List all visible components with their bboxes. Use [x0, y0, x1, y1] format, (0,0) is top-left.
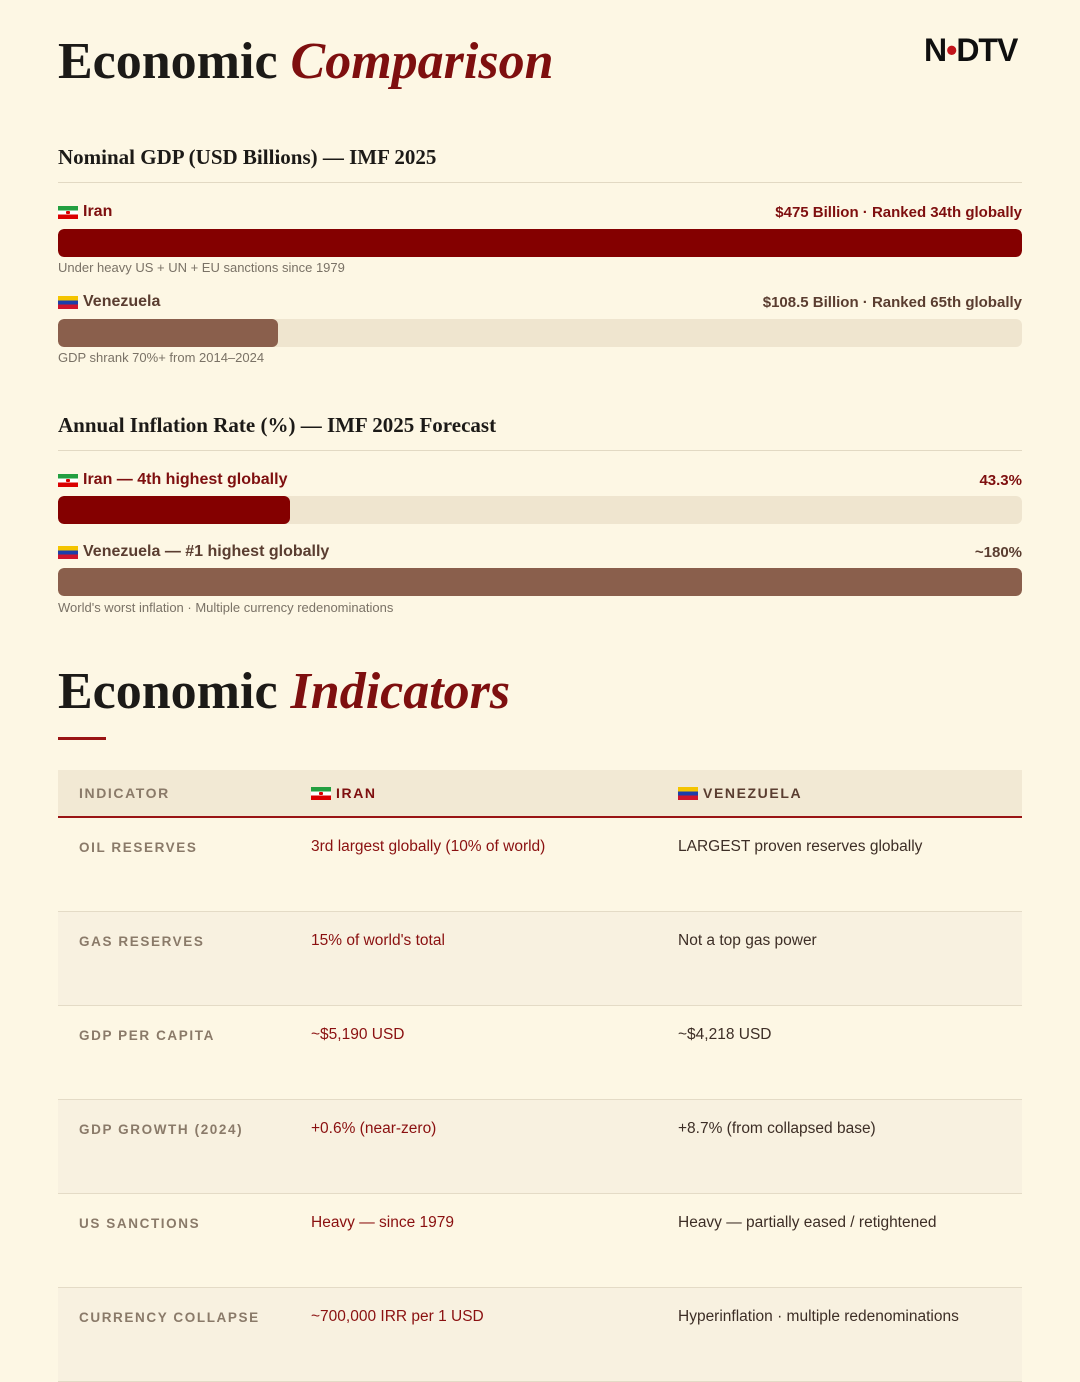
indicators-title	[58, 663, 511, 720]
column-header-venezuela: VENEZUELA	[678, 785, 802, 801]
table-header	[58, 770, 1022, 818]
venezuela-flag-icon	[58, 546, 78, 559]
iran-cell: 3rd largest globally (10% of world)	[311, 838, 546, 855]
iran-cell: ~700,000 IRR per 1 USD	[311, 1308, 484, 1325]
indicator-cell: GAS RESERVES	[79, 934, 205, 949]
venezuela-flag-icon	[678, 787, 698, 800]
indicator-cell: OIL RESERVES	[79, 840, 198, 855]
inflation-iran-label: Iran — 4th highest globally	[58, 471, 287, 489]
inflation-iran-bar	[58, 496, 290, 524]
gdp-iran-value-label: $475 Billion · Ranked 34th globally	[775, 204, 1022, 221]
inflation-venezuela-bar	[58, 568, 1022, 596]
gdp-venezuela-bar	[58, 319, 278, 347]
iran-flag-icon	[311, 787, 331, 800]
indicator-cell: GDP PER CAPITA	[79, 1028, 215, 1043]
gdp-iran-note: Under heavy US + UN + EU sanctions since 1979	[58, 260, 345, 275]
column-header-iran: IRAN	[311, 785, 377, 801]
venezuela-cell: Hyperinflation · multiple redenominations	[678, 1308, 959, 1325]
gdp-venezuela-value-label: $108.5 Billion · Ranked 65th globally	[762, 294, 1022, 311]
inflation-iran-bar-track	[58, 496, 1022, 524]
inflation-venezuela-bar-track	[58, 568, 1022, 596]
iran-cell: Heavy — since 1979	[311, 1214, 455, 1231]
iran-cell: ~$5,190 USD	[311, 1026, 405, 1043]
indicators-title-accent: Indicators	[290, 663, 511, 720]
indicator-cell: GDP GROWTH (2024)	[79, 1122, 244, 1137]
gdp-chart-divider	[58, 182, 1022, 183]
page-title-plain: Economic	[58, 33, 278, 90]
inflation-venezuela-note: World's worst inflation · Multiple currency redenominations	[58, 600, 394, 615]
gdp-iran-label: Iran	[58, 203, 112, 221]
table-row	[58, 912, 1022, 1006]
indicators-table	[58, 770, 1022, 1382]
ndtv-logo: N•DTV	[924, 32, 1018, 68]
inflation-venezuela-label: Venezuela — #1 highest globally	[58, 543, 329, 561]
page-title-accent: Comparison	[290, 33, 554, 90]
indicator-cell: US SANCTIONS	[79, 1216, 201, 1231]
indicator-cell: CURRENCY COLLAPSE	[79, 1310, 260, 1325]
iran-cell: 15% of world's total	[311, 932, 445, 949]
gdp-venezuela-label: Venezuela	[58, 293, 160, 311]
title-accent-underline	[58, 737, 106, 740]
venezuela-cell: Not a top gas power	[678, 932, 817, 949]
venezuela-cell: LARGEST proven reserves globally	[678, 838, 923, 855]
indicators-title-plain: Economic	[58, 663, 278, 720]
column-header-indicator: INDICATOR	[79, 785, 170, 801]
page-title	[58, 33, 554, 90]
inflation-chart-divider	[58, 450, 1022, 451]
table-row	[58, 1288, 1022, 1382]
venezuela-cell: ~$4,218 USD	[678, 1026, 772, 1043]
iran-flag-icon	[58, 474, 78, 487]
gdp-iran-bar-track	[58, 229, 1022, 257]
inflation-venezuela-value-label: ~180%	[974, 544, 1022, 561]
venezuela-cell: Heavy — partially eased / retightened	[678, 1214, 937, 1231]
table-row	[58, 1006, 1022, 1100]
table-row	[58, 818, 1022, 912]
gdp-venezuela-note: GDP shrank 70%+ from 2014–2024	[58, 350, 265, 365]
venezuela-cell: +8.7% (from collapsed base)	[678, 1120, 876, 1137]
inflation-iran-value-label: 43.3%	[979, 472, 1022, 489]
venezuela-flag-icon	[58, 296, 78, 309]
iran-flag-icon	[58, 206, 78, 219]
table-row	[58, 1100, 1022, 1194]
inflation-chart-title: Annual Inflation Rate (%) — IMF 2025 Forecast	[58, 413, 497, 437]
gdp-chart-title: Nominal GDP (USD Billions) — IMF 2025	[58, 145, 437, 169]
gdp-iran-bar	[58, 229, 1022, 257]
table-row	[58, 1194, 1022, 1288]
gdp-venezuela-bar-track	[58, 319, 1022, 347]
iran-cell: +0.6% (near-zero)	[311, 1120, 437, 1137]
